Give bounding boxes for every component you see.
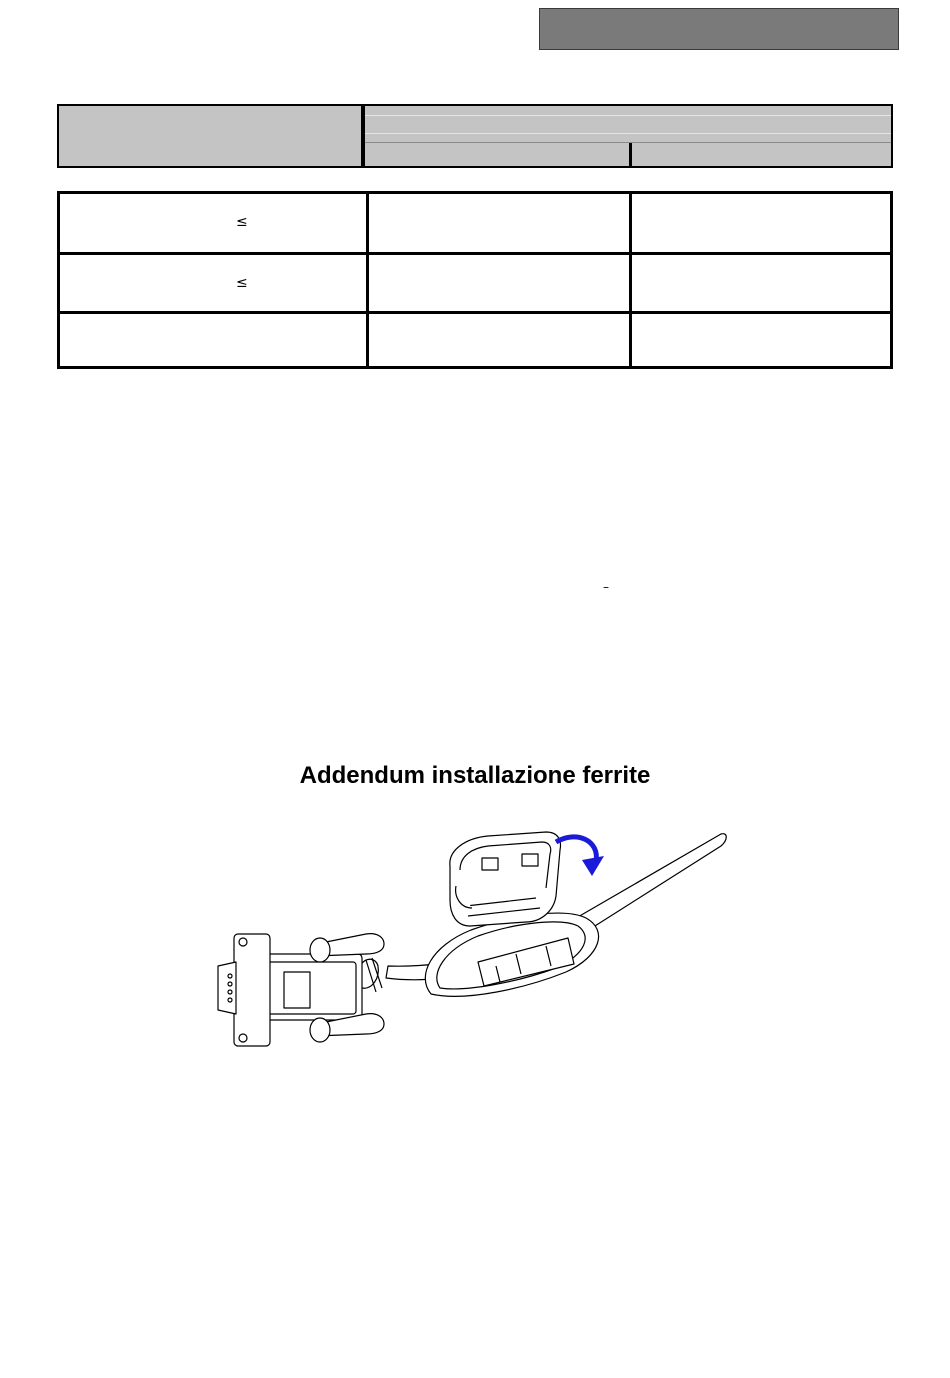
table-header-subcolumns: [365, 142, 891, 166]
table-row: [60, 252, 890, 313]
table-cell: [632, 194, 890, 252]
addendum-title: Addendum installazione ferrite: [299, 762, 651, 789]
table-cell: [369, 255, 632, 313]
table-cell: [632, 255, 890, 313]
ferrite-installation-illustration: [216, 826, 736, 1056]
specs-table: [57, 191, 893, 369]
table-header-left: [59, 106, 365, 166]
table-cell: [369, 194, 632, 252]
table-cell: [60, 255, 369, 313]
table-cell: [60, 314, 369, 369]
table-cell: [369, 314, 632, 369]
page-header-tab: [539, 8, 899, 50]
table-header-group: [365, 106, 891, 142]
less-equal-symbol: ≤: [236, 275, 248, 291]
table-cell: [632, 314, 890, 369]
table-header: [57, 104, 893, 168]
table-row: [60, 194, 890, 252]
less-equal-symbol: ≤: [236, 214, 248, 230]
table-cell: [60, 194, 369, 252]
stray-dash: –: [603, 580, 609, 594]
table-row: [60, 311, 890, 369]
